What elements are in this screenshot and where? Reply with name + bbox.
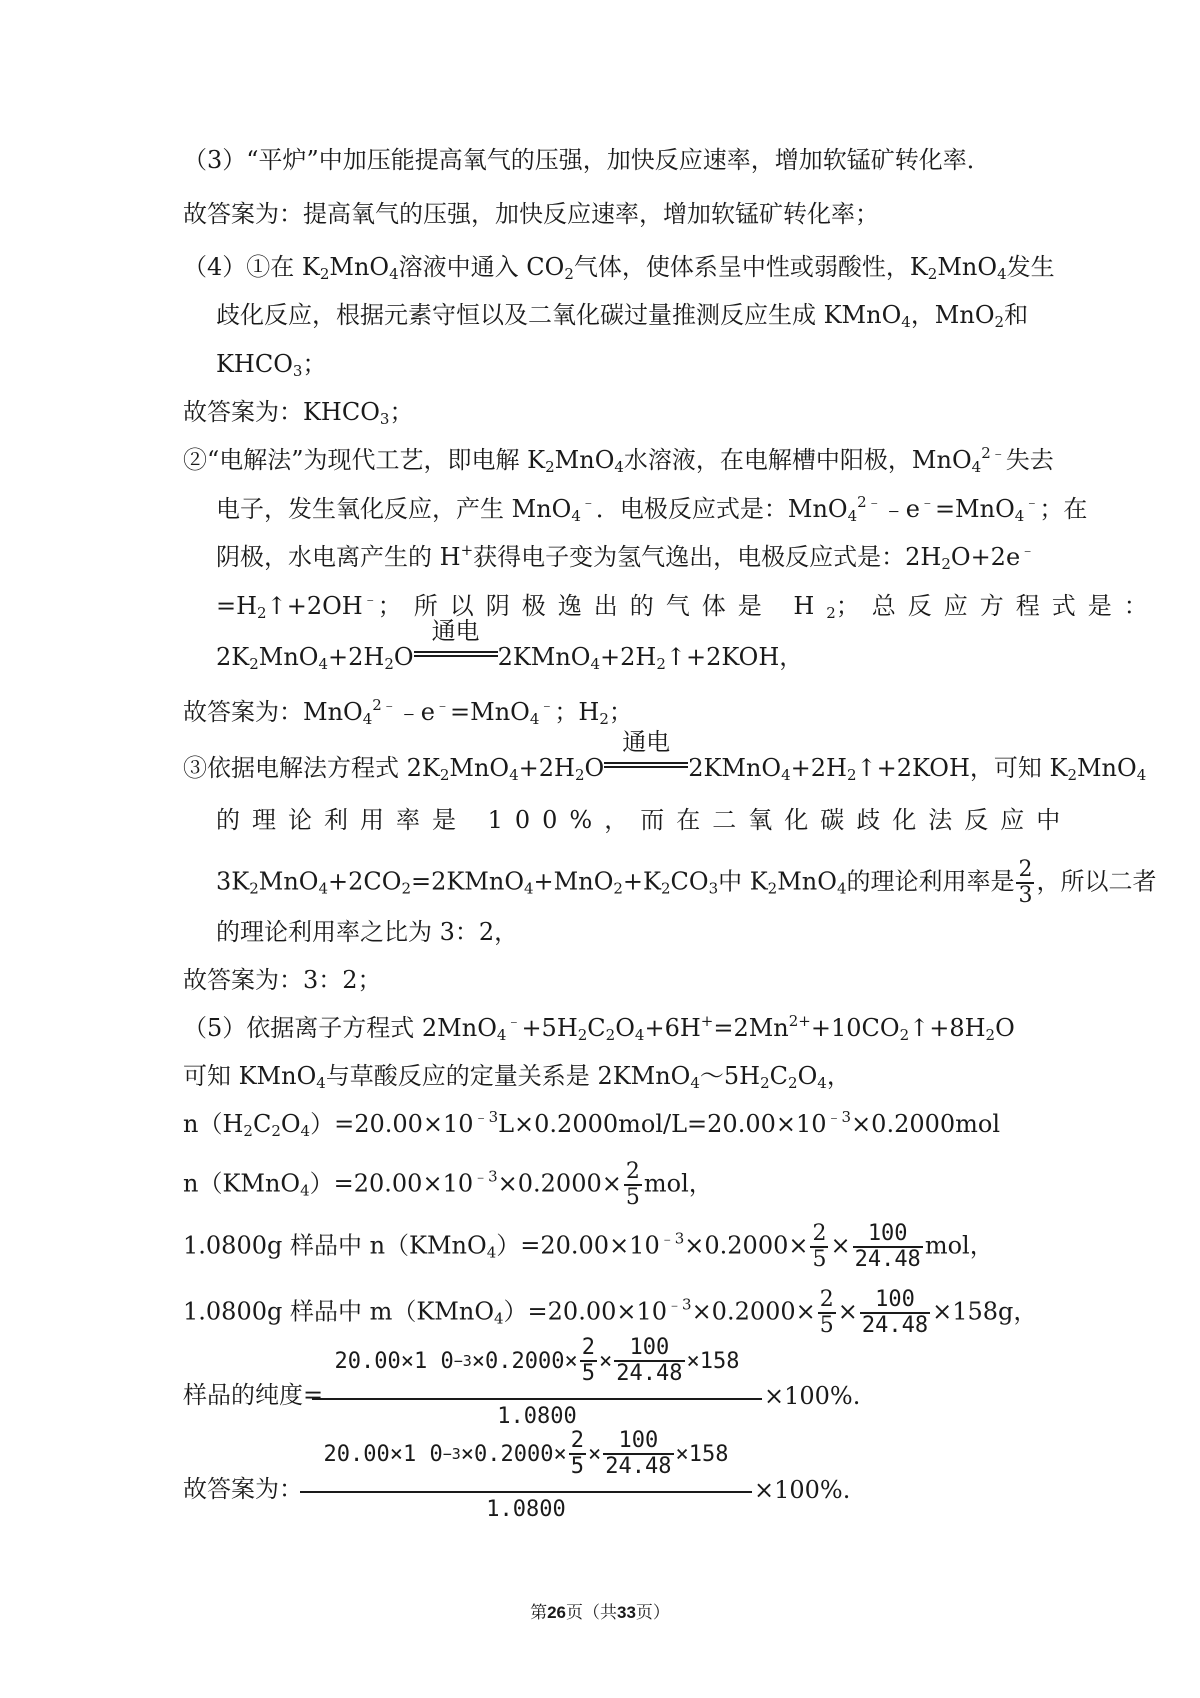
equation-line: [216, 617, 804, 673]
equation-line: [216, 858, 1156, 908]
text-run: +2CO: [328, 867, 402, 896]
text-run: ﹣e: [881, 495, 920, 523]
answer-3: 故答案为：提高氧气的压强，加快反应速率，增加软锰矿转化率；: [183, 200, 879, 228]
fraction-two-fifths: [624, 1160, 642, 1210]
text-run: 的理论利用率是 100%，而在二氧化碳歧化法反应中: [216, 806, 1073, 834]
fraction-hundred-over: [614, 1336, 684, 1386]
text-run: +6H: [644, 1014, 701, 1042]
superscript: 2﹣: [372, 696, 397, 714]
text-run: MnO: [937, 253, 998, 281]
subscript: 4: [529, 710, 540, 728]
fraction-numerator: 2: [819, 1287, 834, 1312]
text-run: ×0.2000×: [471, 1348, 578, 1374]
text-run: ↑+2OH: [266, 592, 363, 620]
text-line: [216, 541, 1036, 573]
fraction-denominator: 24.48: [616, 1361, 683, 1386]
subscript: 4: [836, 879, 847, 898]
text-run: 获得电子变为氢气逸出，电极反应式是：2H: [473, 543, 942, 571]
text-run: ×158g，: [932, 1297, 1038, 1326]
text-line: [754, 1478, 850, 1502]
text-run: KHCO: [216, 350, 293, 378]
fraction-numerator: 100: [614, 1336, 684, 1362]
fraction-two-fifths: [810, 1222, 828, 1272]
subscript: 4: [300, 1181, 310, 1200]
electrolysis-arrow: [414, 617, 498, 669]
text-run: 2K: [216, 643, 250, 671]
text-run: MnO: [554, 446, 615, 474]
text-line: [764, 1384, 860, 1408]
text-line: [183, 253, 1055, 283]
subscript: 4: [614, 458, 624, 476]
page-number: 26: [547, 1603, 566, 1622]
subscript: 2: [760, 1074, 770, 1092]
text-run: 中 K: [718, 867, 768, 896]
fraction-two-fifths: [569, 1429, 586, 1479]
paragraph-3: （3）“平炉”中加压能提高氧气的压强，加快反应速率，增加软锰矿转化率．: [183, 146, 991, 174]
text-line: [216, 590, 1160, 622]
fraction-numerator: 2: [625, 1159, 640, 1184]
text-run: ×: [588, 1441, 602, 1467]
text-run: ～5H: [699, 1062, 761, 1090]
fraction-hundred-over: [860, 1288, 930, 1338]
footer-text: 页（共: [566, 1603, 617, 1623]
fraction-denominator: 5: [625, 1185, 640, 1210]
text-run: ）=20.00×10: [496, 1231, 660, 1260]
text-run: C: [252, 1110, 272, 1138]
text-run: 和: [1004, 301, 1029, 329]
equation-line: [183, 1160, 713, 1210]
subscript: 2: [1067, 766, 1077, 784]
footer-text: 页）: [635, 1603, 670, 1623]
text-run: =2Mn: [713, 1014, 789, 1042]
subscript: 3: [292, 362, 303, 380]
text-line: [216, 301, 1029, 331]
fraction-denominator: 5: [819, 1313, 834, 1338]
superscript: ﹣: [1024, 493, 1040, 511]
text-run: ×100%.: [754, 1476, 851, 1504]
text-run: ×: [837, 1297, 858, 1326]
superscript: ﹣3: [473, 1167, 498, 1186]
subscript: 2: [243, 1122, 253, 1140]
subscript: 4: [901, 313, 911, 331]
electrolysis-arrow: [604, 728, 688, 780]
text-run: ；: [389, 398, 414, 426]
subscript: 4: [997, 265, 1007, 283]
text-run: 发生: [1006, 253, 1055, 281]
text-run: ；所以阴极逸出的气体是 H: [377, 592, 827, 620]
fraction-denominator: 24.48: [854, 1247, 921, 1272]
subscript: 2: [899, 1026, 910, 1044]
superscript: ﹣3: [826, 1108, 852, 1126]
text-run: O+2e: [950, 543, 1021, 571]
fraction-denominator: 5: [570, 1454, 585, 1479]
text-run: O: [584, 754, 605, 782]
equation-line: [183, 1012, 1015, 1044]
text-run: n（H: [183, 1110, 244, 1138]
text-line: [216, 350, 327, 380]
subscript: 2: [401, 879, 411, 898]
text-run: ；总反应方程式是：: [835, 592, 1160, 620]
fraction-two-fifths: [818, 1288, 836, 1338]
text-run: 气体，使体系呈中性或弱酸性，K: [573, 253, 928, 281]
subscript: 3: [708, 879, 719, 898]
subscript: 2: [249, 655, 259, 673]
text-run: 20.00×1 0: [323, 1441, 443, 1467]
text-line: [183, 1062, 851, 1092]
text-run: 阴极，水电离产生的 H: [216, 543, 461, 571]
text-run: O: [393, 643, 414, 671]
subscript: 2: [577, 1026, 588, 1044]
equation-line: [183, 728, 1147, 784]
fraction-numerator: 100: [853, 1222, 923, 1248]
text-run: ；在: [1039, 495, 1088, 523]
text-run: ③依据电解法方程式 2K: [183, 754, 440, 782]
superscript: 2+: [788, 1012, 811, 1030]
text-run: 故答案为：: [183, 1475, 303, 1503]
purity-denominator: 1.0800: [497, 1404, 577, 1429]
text-run: 1.0800g 样品中 m（KMnO: [183, 1297, 494, 1326]
text-run: 2KMnO: [497, 643, 591, 671]
fraction-hundred-over: [853, 1222, 923, 1272]
text-run: ↑+8H: [909, 1014, 986, 1042]
subscript: 4: [971, 458, 982, 476]
text-run: 2KMnO: [688, 754, 782, 782]
equation-line: [183, 1222, 994, 1272]
text-run: ×0.2000×: [497, 1169, 622, 1198]
subscript: 2: [439, 766, 450, 784]
superscript: 2﹣: [857, 493, 882, 511]
text-run: CO: [670, 867, 709, 896]
fraction-denominator: 5: [581, 1361, 596, 1386]
text-run: O: [995, 1014, 1015, 1042]
text-run: +5H: [521, 1014, 578, 1042]
text-run: C: [769, 1062, 789, 1090]
fraction-numerator: 2: [1018, 857, 1033, 882]
text-run: MnO: [449, 754, 510, 782]
page-footer: [0, 1598, 1200, 1623]
text-run: ×0.2000×: [691, 1297, 816, 1326]
equation-line: [183, 1288, 1037, 1338]
subscript: 4: [634, 1026, 645, 1044]
subscript: 4: [316, 1074, 326, 1092]
subscript: 4: [318, 655, 329, 673]
text-run: ，所以二者: [1036, 867, 1157, 896]
subscript: 4: [486, 1243, 497, 1262]
text-run: C: [587, 1014, 606, 1042]
subscript: 4: [781, 766, 791, 784]
text-run: ；: [608, 698, 633, 726]
subscript: 4: [847, 507, 858, 525]
subscript: 4: [571, 507, 581, 525]
subscript: 4: [590, 655, 601, 673]
text-run: =H: [216, 592, 258, 620]
subscript: 4: [318, 879, 329, 898]
subscript: 2: [249, 879, 259, 898]
purity-fraction: [312, 1335, 762, 1429]
subscript: 2: [319, 265, 330, 283]
subscript: 2: [767, 879, 778, 898]
electrolysis-label: 通电: [431, 617, 480, 645]
subscript: 2: [994, 313, 1005, 331]
text-run: 与草酸反应的定量关系是 2KMnO: [325, 1062, 691, 1090]
superscript: ﹣3: [473, 1108, 499, 1126]
subscript: 2: [660, 879, 671, 898]
subscript: 2: [599, 710, 609, 728]
text-line: [216, 493, 1088, 525]
text-line: [183, 202, 879, 226]
text-run: ×158: [686, 1348, 740, 1374]
superscript: ﹣: [506, 1012, 522, 1030]
text-run: ；H: [554, 698, 600, 726]
superscript: 2﹣: [981, 444, 1006, 462]
fraction-numerator: 2: [570, 1428, 585, 1453]
text-run: 的理论利用率之比为 3：2，: [216, 918, 519, 946]
text-run: ）=20.00×10: [309, 1169, 474, 1198]
text-run: ；: [302, 350, 327, 378]
text-run: O: [615, 1014, 635, 1042]
subscript: 2: [613, 879, 623, 898]
text-run: 3K: [216, 867, 250, 896]
superscript: ﹣3: [659, 1229, 685, 1248]
text-run: +2H: [600, 643, 657, 671]
text-run: +10CO: [810, 1014, 900, 1042]
fraction-two-fifths: [580, 1336, 597, 1386]
electrolysis-label: 通电: [622, 728, 671, 756]
fraction-numerator: 100: [860, 1288, 930, 1314]
fraction-denominator: 24.48: [605, 1454, 672, 1479]
text-run: MnO: [777, 867, 837, 896]
subscript: 2: [941, 555, 951, 573]
text-run: ，MnO: [910, 301, 995, 329]
text-line: [183, 696, 633, 728]
subscript: 4: [690, 1074, 700, 1092]
text-run: MnO: [258, 867, 319, 896]
subscript: 2: [257, 604, 267, 622]
fraction-numerator: 2: [581, 1335, 596, 1360]
subscript: 4: [496, 1026, 507, 1044]
text-run: +K: [622, 867, 661, 896]
subscript: 3: [379, 410, 390, 428]
text-run: 1.0800g 样品中 n（KMnO: [183, 1231, 487, 1260]
footer-text: 第: [530, 1603, 548, 1623]
subscript: 4: [494, 1309, 504, 1328]
subscript: 4: [1014, 507, 1025, 525]
text-run: ↑+2KOH，: [665, 643, 804, 671]
fraction-denominator: 24.48: [861, 1313, 929, 1338]
text-line: [183, 968, 382, 992]
text-run: ×0.2000×: [684, 1231, 809, 1260]
subscript: 4: [817, 1074, 827, 1092]
text-run: ×0.2000mol: [851, 1110, 1001, 1138]
text-run: +2H: [518, 754, 575, 782]
text-run: ×: [599, 1348, 613, 1374]
text-run: 溶液中通入 CO: [398, 253, 565, 281]
text-run: 故答案为：MnO: [183, 698, 363, 726]
text-run: =MnO: [450, 698, 530, 726]
subscript: 4: [300, 1122, 311, 1140]
subscript: 2: [564, 265, 574, 283]
text-run: L×0.2000mol/L=20.00×10: [498, 1110, 827, 1138]
subscript: 2: [384, 655, 394, 673]
subscript: 2: [846, 766, 857, 784]
text-run: ）=20.00×10: [310, 1110, 474, 1138]
text-run: MnO: [329, 253, 390, 281]
text-run: 样品的纯度=: [183, 1381, 324, 1409]
text-run: 电子，发生氧化反应，产生 MnO: [216, 495, 572, 523]
text-run: 故答案为：KHCO: [183, 398, 380, 426]
text-run: +2H: [790, 754, 847, 782]
subscript: 2: [605, 1026, 616, 1044]
purity-answer-fraction: [300, 1428, 752, 1522]
text-run: MnO: [258, 643, 319, 671]
text-run: 水溶液，在电解槽中阳极，MnO: [623, 446, 972, 474]
text-line: [183, 444, 1054, 476]
text-run: （5）依据离子方程式 2MnO: [183, 1014, 497, 1042]
purity-answer-label: [183, 1477, 303, 1501]
text-run: ，: [826, 1062, 851, 1090]
text-run: 的理论利用率是: [846, 867, 1015, 896]
text-run: +2H: [328, 643, 385, 671]
subscript: 4: [509, 766, 519, 784]
subscript: 4: [1136, 766, 1147, 784]
subscript: 2: [788, 1074, 798, 1092]
text-line: [216, 808, 1072, 832]
text-run: 歧化反应，根据元素守恒以及二氧化碳过量推测反应生成 KMnO: [216, 301, 902, 329]
subscript: 4: [362, 710, 373, 728]
superscript: ﹣: [362, 590, 378, 608]
text-run: mol，: [643, 1169, 713, 1198]
subscript: 2: [271, 1122, 281, 1140]
text-run: （4）①在 K: [183, 253, 320, 281]
text-run: ﹣e: [396, 698, 436, 726]
text-run: 失去: [1005, 446, 1054, 474]
text-run: ↑+2KOH，可知 K: [856, 754, 1068, 782]
text-run: n（KMnO: [183, 1169, 301, 1198]
fraction-hundred-over: [603, 1429, 673, 1479]
superscript: ﹣: [919, 493, 935, 511]
text-run: 可知 KMnO: [183, 1062, 317, 1090]
total-pages: 33: [617, 1603, 636, 1622]
purity-denominator: 1.0800: [486, 1497, 566, 1522]
superscript: ﹣: [1020, 541, 1036, 559]
subscript: 4: [389, 265, 399, 283]
subscript: 2: [656, 655, 666, 673]
subscript: 2: [545, 458, 555, 476]
fraction-denominator: 3: [1018, 883, 1033, 908]
superscript: ﹣3: [667, 1295, 692, 1314]
text-run: ×: [830, 1231, 851, 1260]
text-run: O: [280, 1110, 301, 1138]
purity-numerator: 20.00×1 0 −3 ×0.2000× $\frac{2}{5}$ × $\frac{100}{24.48}$ ×158: [323, 1428, 729, 1479]
text-run: ×0.2000×: [460, 1441, 567, 1467]
subscript: 4: [524, 879, 534, 898]
superscript: +: [460, 541, 474, 559]
subscript: 2: [574, 766, 585, 784]
fraction-two-thirds: [1016, 858, 1034, 908]
fraction-denominator: 5: [812, 1247, 827, 1272]
answer-3-ratio: 故答案为：3：2；: [183, 966, 382, 994]
fraction-numerator: 100: [603, 1429, 673, 1455]
text-line: [216, 920, 518, 944]
text-run: +MnO: [533, 867, 614, 896]
fraction-numerator: 2: [812, 1221, 827, 1246]
text-run: =2KMnO: [410, 867, 524, 896]
purity-numerator: 20.00×1 0 −3 ×0.2000× $\frac{2}{5}$ × $\frac{100}{24.48}$ ×158: [334, 1335, 740, 1386]
text-run: ×100%.: [764, 1382, 861, 1410]
text-run: ）=20.00×10: [503, 1297, 668, 1326]
text-run: ②“电解法”为现代工艺，即电解 K: [183, 446, 546, 474]
equation-line: [183, 1108, 1001, 1140]
text-run: O: [797, 1062, 818, 1090]
text-run: =MnO: [934, 495, 1015, 523]
superscript: ﹣: [580, 493, 596, 511]
text-run: mol，: [924, 1231, 994, 1260]
subscript: 2: [927, 265, 938, 283]
text-line: [183, 148, 991, 172]
text-run: ．电极反应式是：MnO: [595, 495, 848, 523]
text-line: [183, 398, 414, 428]
subscript: 2: [826, 604, 836, 622]
superscript: ﹣: [539, 696, 555, 714]
superscript: ﹣: [435, 696, 451, 714]
purity-label: [183, 1383, 323, 1407]
subscript: 2: [985, 1026, 996, 1044]
text-run: 20.00×1 0: [334, 1348, 454, 1374]
superscript: +: [700, 1012, 714, 1030]
text-run: ×158: [675, 1441, 729, 1467]
text-run: MnO: [1076, 754, 1137, 782]
